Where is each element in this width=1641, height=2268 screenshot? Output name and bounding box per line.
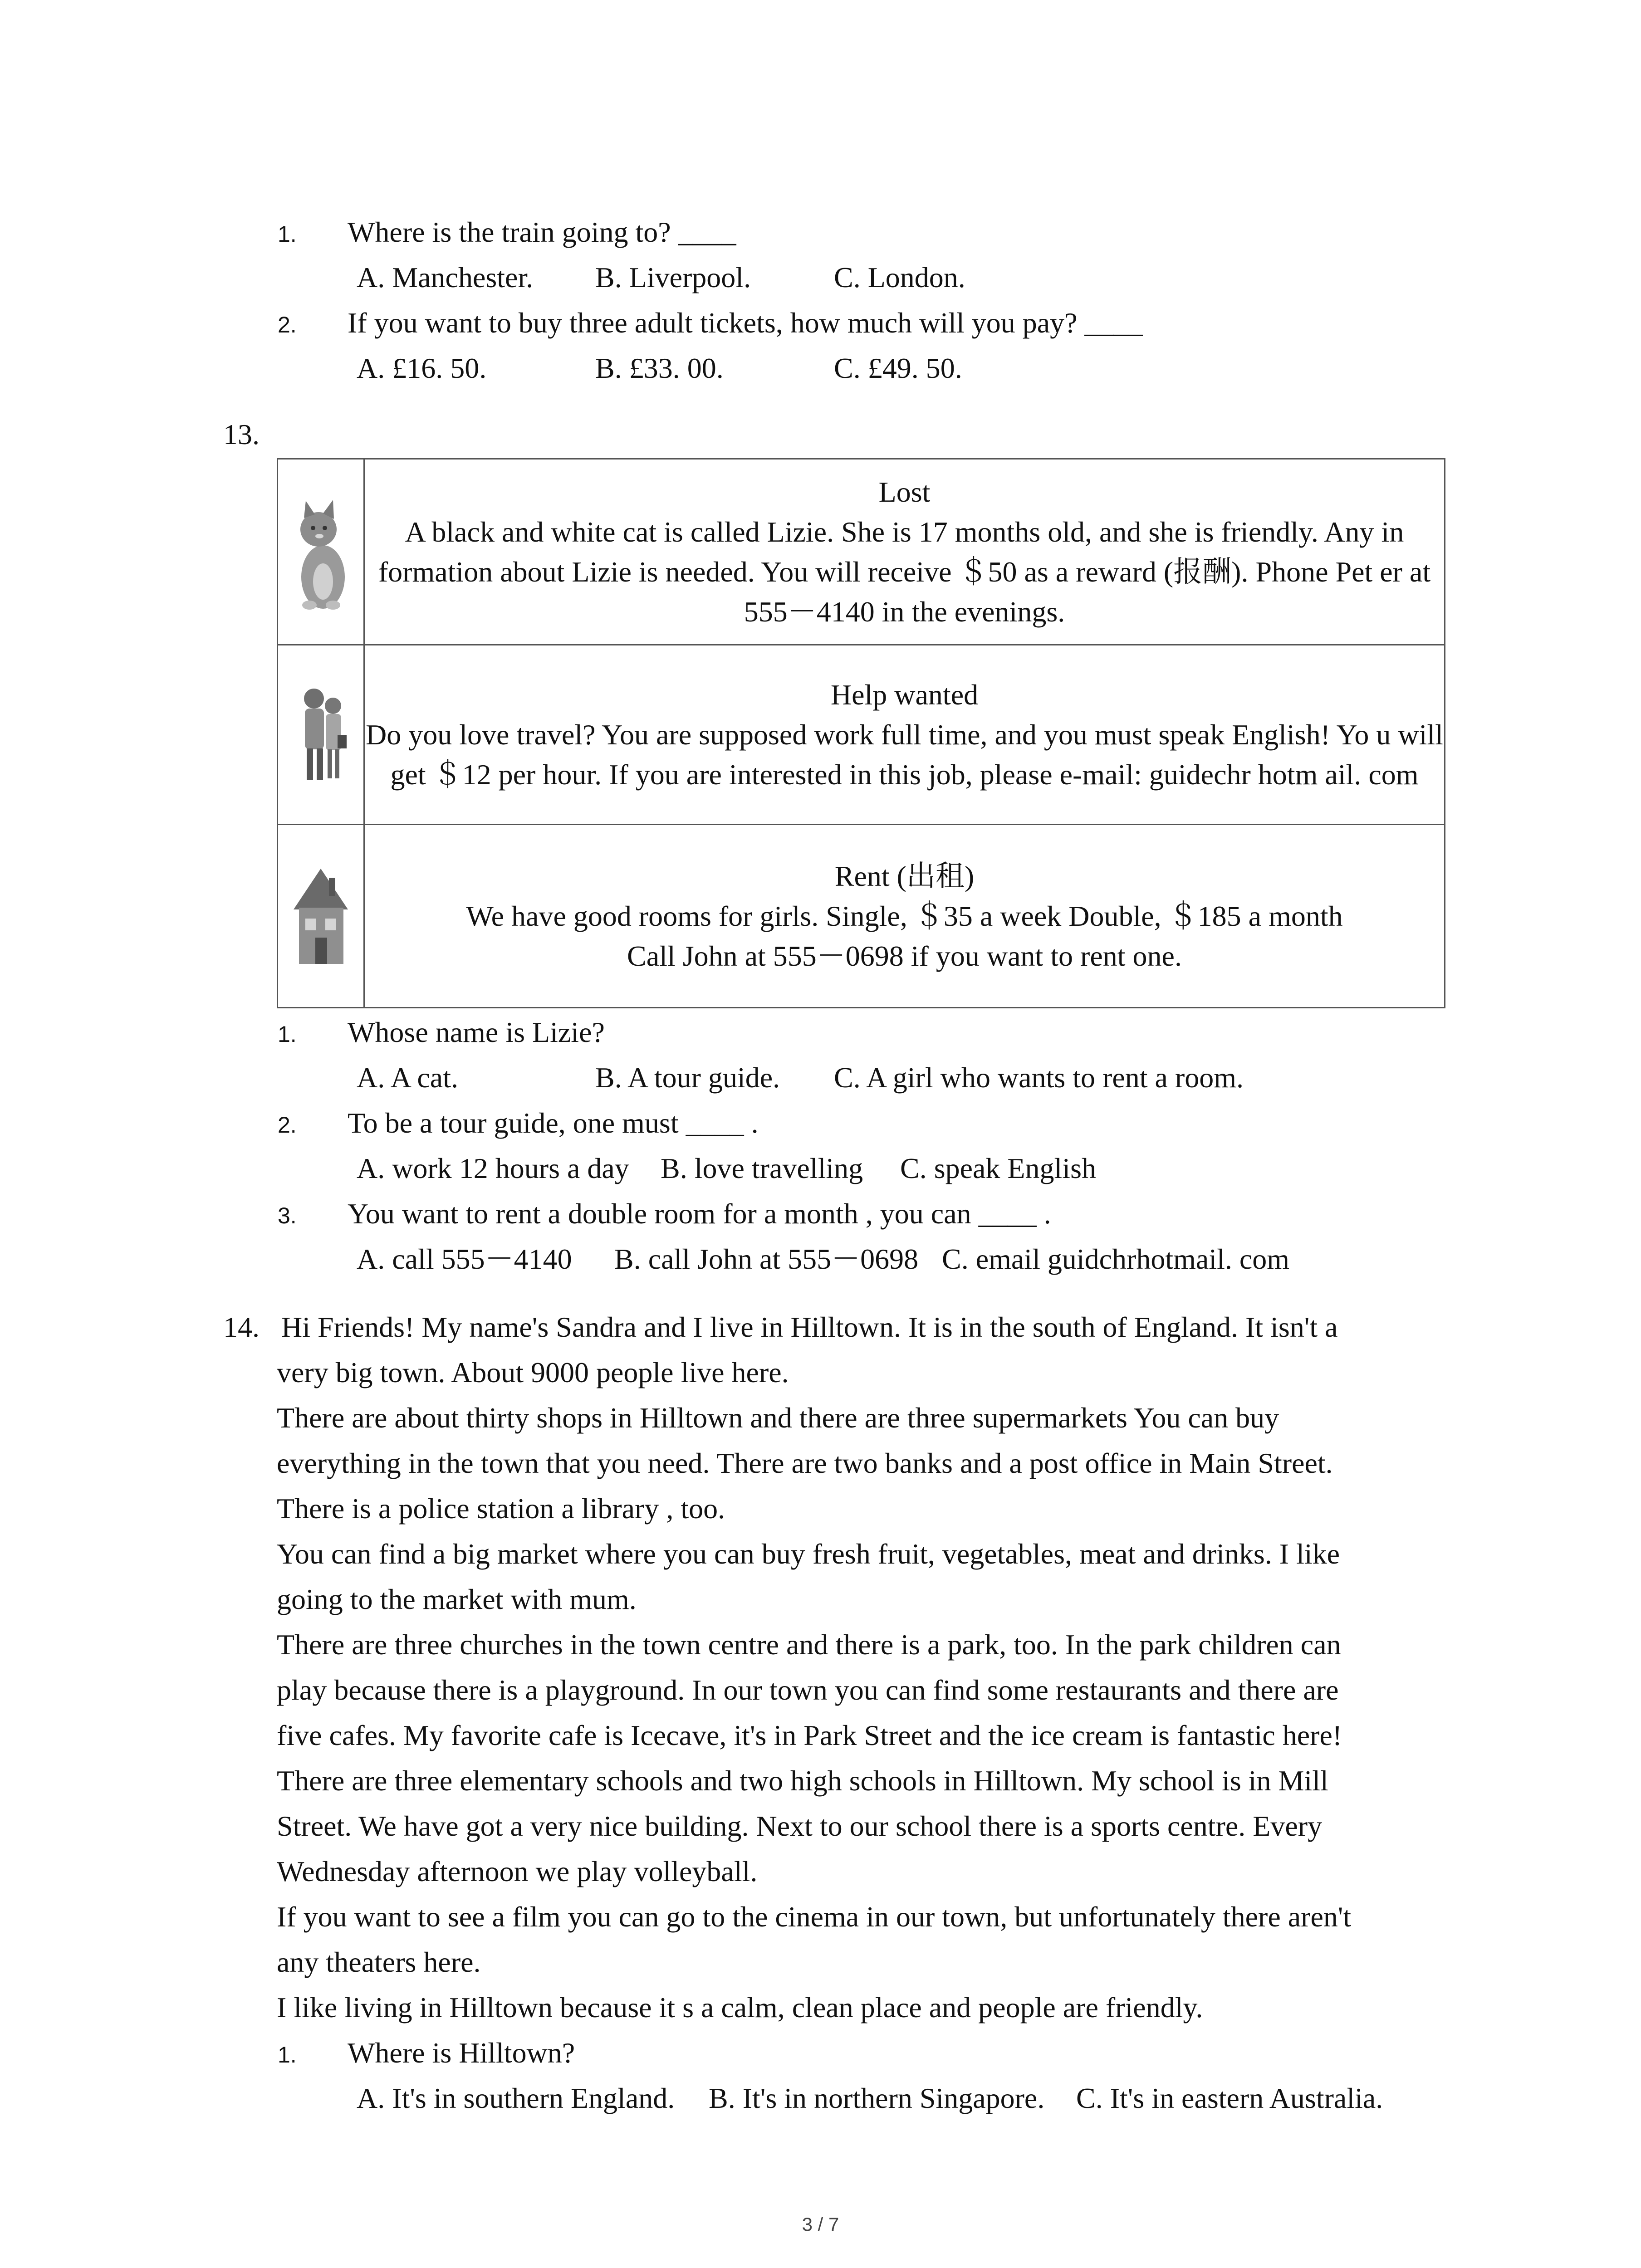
passage-line: I like living in Hilltown because it s a calm, clean place and people are friendly.: [277, 1991, 1203, 2024]
question-text: If you want to buy three adult tickets, how much will you pay? ____: [348, 307, 1143, 339]
passage-line: going to the market with mum.: [277, 1583, 637, 1615]
passage-line: Wednesday afternoon we play volleyball.: [277, 1855, 758, 1887]
option-a: A. £16. 50.: [357, 352, 487, 384]
question-text: You want to rent a double room for a month , you can ____ .: [348, 1198, 1051, 1230]
passage-line: There are about thirty shops in Hilltown and there are three supermarkets You can buy: [277, 1402, 1279, 1434]
item-number: 1.: [278, 2042, 297, 2068]
passage-line: Street. We have got a very nice building. Next to our school there is a sports centre. Every: [277, 1810, 1323, 1842]
item-number: 3.: [278, 1203, 297, 1228]
item-number: 2.: [278, 1112, 297, 1138]
item-number: 1.: [278, 1022, 297, 1047]
option-a: A. Manchester.: [357, 261, 534, 293]
option-c: C. A girl who wants to rent a room.: [834, 1061, 1244, 1094]
option-b: B. £33. 00.: [595, 352, 724, 384]
passage-line: everything in the town that you need. There are two banks and a post office in Main Street.: [277, 1447, 1333, 1479]
tour-guide-icon: [291, 680, 350, 789]
passage-line: any theaters here.: [277, 1946, 481, 1978]
question-text: To be a tour guide, one must ____ .: [348, 1107, 759, 1139]
option-a: A. work 12 hours a day: [357, 1152, 629, 1184]
question-number: 14.: [223, 1311, 260, 1343]
ad-image-cell: [278, 645, 364, 825]
option-c: C. London.: [834, 261, 965, 293]
ad-text-cell: [364, 825, 1445, 1008]
option-a: A. A cat.: [357, 1061, 458, 1094]
ad-row-help-wanted: [278, 645, 1445, 825]
option-a: A. It's in southern England.: [357, 2082, 675, 2114]
ad-row-lost: [278, 459, 1445, 645]
option-b: B. Liverpool.: [595, 261, 751, 293]
ad-image-cell: [278, 459, 364, 645]
passage-line: There is a police station a library , too.: [277, 1492, 725, 1525]
ad-row-rent: [278, 825, 1445, 1008]
passage-line: If you want to see a film you can go to the cinema in our town, but unfortunately there aren't: [277, 1901, 1352, 1933]
ad-title: Help wanted: [830, 678, 979, 711]
ad-title: Rent (出租): [834, 860, 975, 892]
ad-body: A black and white cat is called Lizie. She is 17 months old, and she is friendly. Any in formation about Lizie is needed. You will receive ＄50 as a reward (报酬). Phone Pet er at 555－4140 in the evenings.: [378, 515, 1431, 628]
question-number: 13.: [223, 418, 260, 450]
passage-line: There are three elementary schools and two high schools in Hilltown. My school is in Mill: [277, 1765, 1328, 1797]
question-text: Where is Hilltown?: [348, 2037, 575, 2069]
cat-icon: [291, 491, 350, 613]
passage-line: play because there is a playground. In our town you can find some restaurants and there are: [277, 1674, 1339, 1706]
option-b: B. A tour guide.: [595, 1061, 780, 1094]
option-b: B. It's in northern Singapore.: [709, 2082, 1045, 2114]
option-c: C. It's in eastern Australia.: [1076, 2082, 1383, 2114]
option-c: C. speak English: [900, 1152, 1096, 1184]
page-number: 3 / 7: [802, 2214, 839, 2235]
passage-line: very big town. About 9000 people live here.: [277, 1356, 789, 1388]
ad-image-cell: [278, 825, 364, 1008]
passage-line: Hi Friends! My name's Sandra and I live in Hilltown. It is in the south of England. It isn't a: [281, 1311, 1338, 1343]
item-number: 2.: [278, 312, 297, 337]
passage-line: five cafes. My favorite cafe is Icecave, it's in Park Street and the ice cream is fantastic here!: [277, 1719, 1342, 1751]
ad-body-line: We have good rooms for girls. Single, ＄35 a week Double, ＄185 a month: [466, 899, 1343, 932]
option-c: C. £49. 50.: [834, 352, 962, 384]
ad-body-line: Call John at 555－0698 if you want to rent one.: [627, 939, 1182, 972]
passage-line: You can find a big market where you can buy fresh fruit, vegetables, meat and drinks. I like: [277, 1538, 1340, 1570]
question-text: Whose name is Lizie?: [348, 1016, 605, 1048]
ad-body: Do you love travel? You are supposed work full time, and you must speak English! Yo u will get ＄12 per hour. If you are interested in this job, please e-mail: guidechr hotm ail. com: [366, 718, 1443, 791]
question-text: Where is the train going to? ____: [348, 216, 736, 248]
ads-table: [277, 458, 1445, 1008]
ad-text-cell: [364, 459, 1445, 645]
option-c: C. email guidchrhotmail. com: [942, 1243, 1290, 1275]
ad-text-cell: [364, 645, 1445, 825]
item-number: 1.: [278, 221, 297, 247]
option-b: B. love travelling: [661, 1152, 863, 1184]
house-icon: [289, 860, 353, 973]
passage-line: There are three churches in the town centre and there is a park, too. In the park children can: [277, 1628, 1341, 1661]
option-a: A. call 555－4140: [357, 1243, 572, 1275]
option-b: B. call John at 555－0698: [614, 1243, 919, 1275]
ad-title: Lost: [878, 475, 931, 508]
